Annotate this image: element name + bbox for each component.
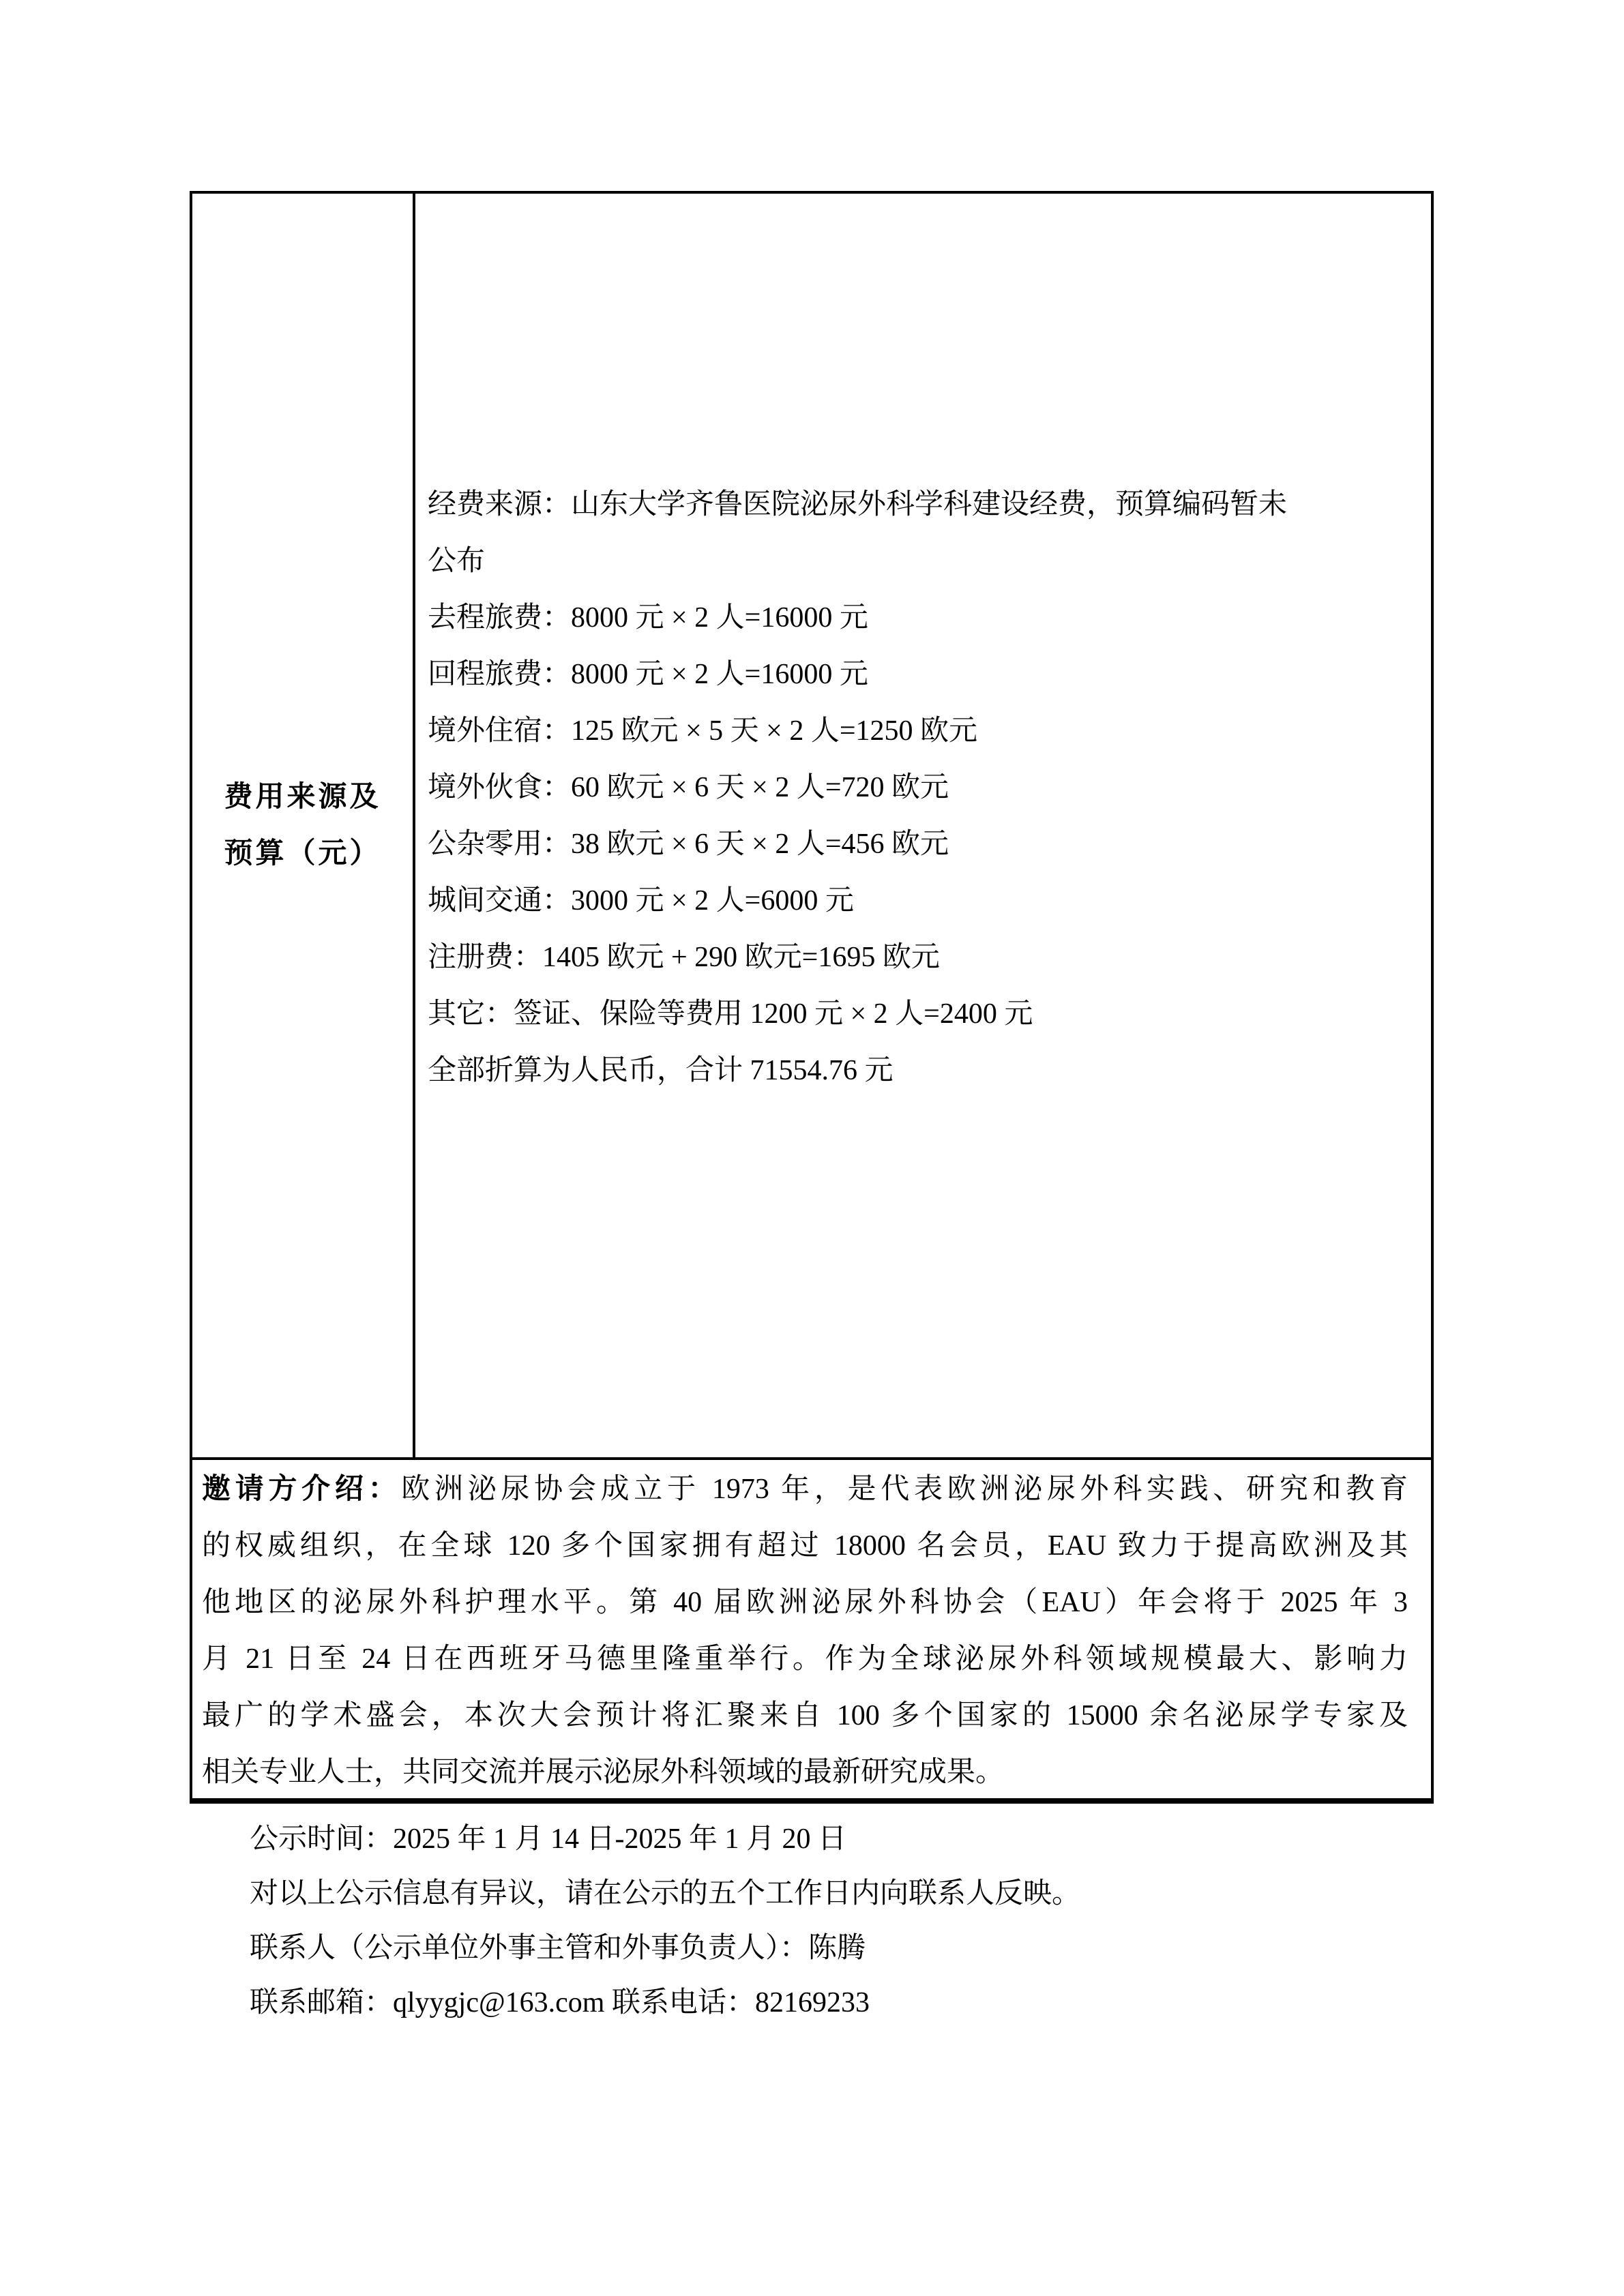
footer-notes: [250, 1812, 1080, 2030]
budget-line-accommodation: 境外住宿：125 欧元 × 5 天 × 2 人=1250 欧元: [428, 715, 978, 747]
publicity-period-line: 公示时间：2025 年 1 月 14 日-2025 年 1 月 20 日: [250, 1823, 846, 1855]
budget-line-intercity-transport: 城间交通：3000 元 × 2 人=6000 元: [428, 885, 854, 916]
intro-line: 相关专业人士，共同交流并展示泌尿外科领域的最新研究成果。: [202, 1757, 1005, 1788]
budget-line-incidentals: 公杂零用：38 欧元 × 6 天 × 2 人=456 欧元: [428, 829, 949, 860]
budget-line-funding-source: 经费来源：山东大学齐鲁医院泌尿外科学科建设经费，预算编码暂未: [428, 489, 1288, 520]
budget-label-cell: [192, 194, 415, 1457]
objection-instruction-line: 对以上公示信息有异议，请在公示的五个工作日内向联系人反映。: [250, 1878, 1081, 1909]
intro-label: 邀请方介绍：: [202, 1474, 402, 1505]
intro-line: 月 21 日至 24 日在西班牙马德里隆重举行。作为全球泌尿外科领域规模最大、影响力: [202, 1643, 1408, 1675]
intro-line: [202, 1461, 1408, 1518]
budget-line-meals: 境外伙食：60 欧元 × 6 天 × 2 人=720 欧元: [428, 772, 949, 803]
budget-line-other-fees: 其它：签证、保险等费用 1200 元 × 2 人=2400 元: [428, 998, 1033, 1030]
intro-text: 欧洲泌尿协会成立于 1973 年，是代表欧洲泌尿外科实践、研究和教育: [401, 1474, 1408, 1505]
budget-label-line: 预算（元）: [224, 837, 381, 869]
inviter-intro-cell: [192, 1457, 1431, 1798]
budget-table: [190, 191, 1434, 1804]
contact-email-phone-line: 联系邮箱：qlyygjc@163.com 联系电话：82169233: [250, 1987, 870, 2018]
budget-line-outbound-travel: 去程旅费：8000 元 × 2 人=16000 元: [428, 602, 868, 633]
contact-person-line: 联系人（公示单位外事主管和外事负责人）：陈腾: [250, 1933, 866, 1964]
budget-label-line: 费用来源及: [224, 781, 381, 813]
budget-line-funding-source-cont: 公布: [428, 546, 486, 577]
budget-line-total-rmb: 全部折算为人民币，合计 71554.76 元: [428, 1055, 894, 1086]
intro-line: 他地区的泌尿外科护理水平。第 40 届欧洲泌尿外科协会（EAU）年会将于 2025 年 3: [202, 1587, 1408, 1618]
budget-line-registration-fee: 注册费：1405 欧元 + 290 欧元=1695 欧元: [428, 942, 940, 973]
budget-detail-cell: [415, 194, 1431, 1457]
budget-row: [192, 194, 1431, 1457]
budget-line-return-travel: 回程旅费：8000 元 × 2 人=16000 元: [428, 659, 868, 690]
intro-line: 最广的学术盛会，本次大会预计将汇聚来自 100 多个国家的 15000 余名泌尿学专家及: [202, 1700, 1408, 1731]
intro-line: 的权威组织，在全球 120 多个国家拥有超过 18000 名会员，EAU 致力于提高欧洲及其: [202, 1530, 1408, 1562]
